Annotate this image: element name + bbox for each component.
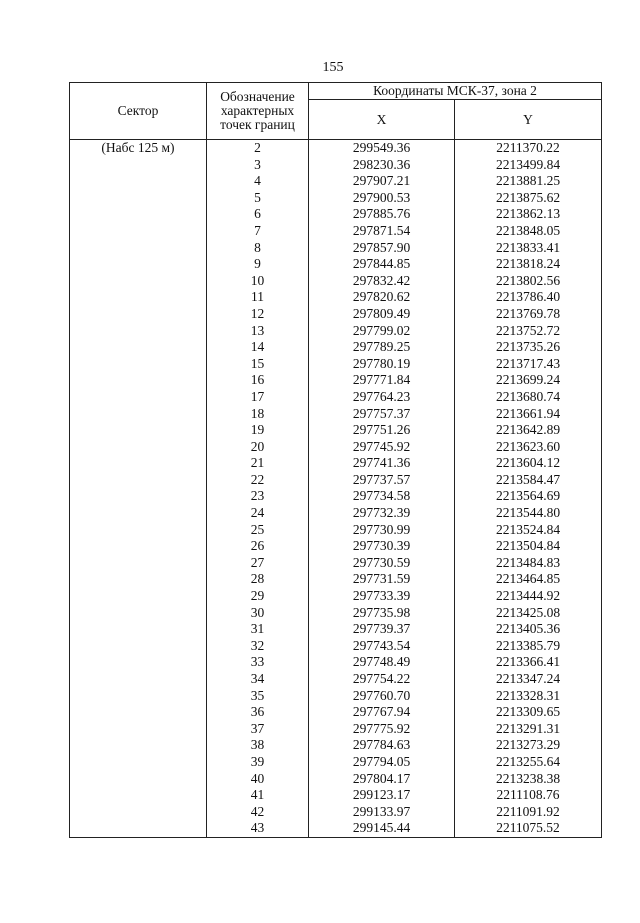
table-row — [70, 190, 602, 207]
sector-cell — [70, 688, 207, 705]
table-row — [70, 206, 602, 223]
point-number: 39 — [207, 754, 309, 771]
sector-cell — [70, 555, 207, 572]
y-coordinate: 2213484.83 — [455, 555, 602, 572]
table-row — [70, 455, 602, 472]
y-coordinate: 2213405.36 — [455, 621, 602, 638]
sector-cell — [70, 754, 207, 771]
point-number: 13 — [207, 323, 309, 340]
sector-cell — [70, 804, 207, 821]
y-coordinate: 2213661.94 — [455, 406, 602, 423]
sector-cell — [70, 571, 207, 588]
header-coordinates-group: Координаты МСК-37, зона 2 — [309, 83, 602, 100]
table-row — [70, 571, 602, 588]
y-coordinate: 2211091.92 — [455, 804, 602, 821]
point-number: 35 — [207, 688, 309, 705]
y-coordinate: 2213291.31 — [455, 721, 602, 738]
table-row — [70, 140, 602, 157]
x-coordinate: 297789.25 — [309, 339, 455, 356]
point-number: 23 — [207, 488, 309, 505]
sector-cell — [70, 356, 207, 373]
point-number: 15 — [207, 356, 309, 373]
x-coordinate: 297737.57 — [309, 472, 455, 489]
x-coordinate: 298230.36 — [309, 157, 455, 174]
sector-cell — [70, 240, 207, 257]
x-coordinate: 297871.54 — [309, 223, 455, 240]
y-coordinate: 2213786.40 — [455, 289, 602, 306]
x-coordinate: 297809.49 — [309, 306, 455, 323]
y-coordinate: 2213881.25 — [455, 173, 602, 190]
point-number: 28 — [207, 571, 309, 588]
sector-cell — [70, 190, 207, 207]
y-coordinate: 2213524.84 — [455, 522, 602, 539]
sector-cell — [70, 339, 207, 356]
y-coordinate: 2213699.24 — [455, 372, 602, 389]
sector-cell — [70, 704, 207, 721]
x-coordinate: 297748.49 — [309, 654, 455, 671]
y-coordinate: 2213680.74 — [455, 389, 602, 406]
y-coordinate: 2213444.92 — [455, 588, 602, 605]
point-number: 41 — [207, 787, 309, 804]
table-row — [70, 289, 602, 306]
point-number: 5 — [207, 190, 309, 207]
x-coordinate: 297780.19 — [309, 356, 455, 373]
point-number: 9 — [207, 256, 309, 273]
page-number: 155 — [322, 60, 344, 75]
header-point-line-1: Обозначение — [220, 89, 295, 104]
table-row — [70, 605, 602, 622]
table-row — [70, 522, 602, 539]
point-number: 18 — [207, 406, 309, 423]
x-coordinate: 297820.62 — [309, 289, 455, 306]
x-coordinate: 297741.36 — [309, 455, 455, 472]
table-row — [70, 323, 602, 340]
y-coordinate: 2213604.12 — [455, 455, 602, 472]
point-number: 14 — [207, 339, 309, 356]
x-coordinate: 297757.37 — [309, 406, 455, 423]
x-coordinate: 297730.39 — [309, 538, 455, 555]
y-coordinate: 2213564.69 — [455, 488, 602, 505]
y-coordinate: 2213623.60 — [455, 439, 602, 456]
sector-cell — [70, 223, 207, 240]
y-coordinate: 2213735.26 — [455, 339, 602, 356]
sector-cell — [70, 289, 207, 306]
table-row — [70, 588, 602, 605]
x-coordinate: 297730.59 — [309, 555, 455, 572]
x-coordinate: 297733.39 — [309, 588, 455, 605]
table-row — [70, 771, 602, 788]
point-number: 20 — [207, 439, 309, 456]
point-number: 6 — [207, 206, 309, 223]
sector-cell — [70, 522, 207, 539]
x-coordinate: 299133.97 — [309, 804, 455, 821]
point-number: 3 — [207, 157, 309, 174]
x-coordinate: 297907.21 — [309, 173, 455, 190]
point-number: 7 — [207, 223, 309, 240]
sector-cell — [70, 422, 207, 439]
x-coordinate: 297775.92 — [309, 721, 455, 738]
table-row — [70, 256, 602, 273]
sector-cell — [70, 588, 207, 605]
table-header — [70, 83, 602, 140]
x-coordinate: 297900.53 — [309, 190, 455, 207]
point-number: 33 — [207, 654, 309, 671]
table-row — [70, 406, 602, 423]
sector-cell — [70, 273, 207, 290]
y-coordinate: 2213862.13 — [455, 206, 602, 223]
x-coordinate: 299123.17 — [309, 787, 455, 804]
header-point-line-3: точек границ — [220, 117, 295, 132]
sector-cell — [70, 439, 207, 456]
sector-cell — [70, 206, 207, 223]
table-row — [70, 671, 602, 688]
table-row — [70, 472, 602, 489]
point-number: 22 — [207, 472, 309, 489]
point-number: 34 — [207, 671, 309, 688]
y-coordinate: 2213385.79 — [455, 638, 602, 655]
point-number: 4 — [207, 173, 309, 190]
table-row — [70, 339, 602, 356]
table-row — [70, 804, 602, 821]
point-number: 24 — [207, 505, 309, 522]
y-coordinate: 2213875.62 — [455, 190, 602, 207]
x-coordinate: 297784.63 — [309, 737, 455, 754]
table-row — [70, 505, 602, 522]
table-row — [70, 306, 602, 323]
table-row — [70, 372, 602, 389]
table-row — [70, 820, 602, 837]
table-row — [70, 787, 602, 804]
header-point-designation — [207, 83, 309, 140]
table-row — [70, 555, 602, 572]
x-coordinate: 297731.59 — [309, 571, 455, 588]
table-row — [70, 638, 602, 655]
y-coordinate: 2213347.24 — [455, 671, 602, 688]
sector-cell — [70, 157, 207, 174]
header-sector: Сектор — [70, 83, 207, 140]
y-coordinate: 2213717.43 — [455, 356, 602, 373]
sector-cell — [70, 605, 207, 622]
y-coordinate: 2211370.22 — [455, 140, 602, 157]
sector-cell — [70, 306, 207, 323]
x-coordinate: 297743.54 — [309, 638, 455, 655]
y-coordinate: 2213425.08 — [455, 605, 602, 622]
table-row — [70, 488, 602, 505]
table-row — [70, 688, 602, 705]
y-coordinate: 2213584.47 — [455, 472, 602, 489]
sector-cell — [70, 638, 207, 655]
point-number: 32 — [207, 638, 309, 655]
y-coordinate: 2211108.76 — [455, 787, 602, 804]
table-row — [70, 273, 602, 290]
sector-cell: (Набс 125 м) — [70, 140, 207, 157]
point-number: 16 — [207, 372, 309, 389]
table-row — [70, 704, 602, 721]
point-number: 19 — [207, 422, 309, 439]
table-row — [70, 439, 602, 456]
x-coordinate: 297751.26 — [309, 422, 455, 439]
y-coordinate: 2213504.84 — [455, 538, 602, 555]
point-number: 12 — [207, 306, 309, 323]
coordinates-table — [69, 82, 602, 838]
table-row — [70, 538, 602, 555]
table-row — [70, 389, 602, 406]
point-number: 11 — [207, 289, 309, 306]
table-row — [70, 654, 602, 671]
point-number: 42 — [207, 804, 309, 821]
sector-cell — [70, 621, 207, 638]
point-number: 2 — [207, 140, 309, 157]
x-coordinate: 297730.99 — [309, 522, 455, 539]
point-number: 8 — [207, 240, 309, 257]
y-coordinate: 2213273.29 — [455, 737, 602, 754]
x-coordinate: 297885.76 — [309, 206, 455, 223]
sector-cell — [70, 406, 207, 423]
x-coordinate: 297844.85 — [309, 256, 455, 273]
sector-cell — [70, 256, 207, 273]
sector-cell — [70, 372, 207, 389]
point-number: 26 — [207, 538, 309, 555]
sector-cell — [70, 173, 207, 190]
sector-cell — [70, 488, 207, 505]
sector-cell — [70, 787, 207, 804]
y-coordinate: 2213499.84 — [455, 157, 602, 174]
point-number: 27 — [207, 555, 309, 572]
point-number: 10 — [207, 273, 309, 290]
point-number: 21 — [207, 455, 309, 472]
sector-cell — [70, 654, 207, 671]
table-row — [70, 157, 602, 174]
sector-cell — [70, 737, 207, 754]
y-coordinate: 2213642.89 — [455, 422, 602, 439]
y-coordinate: 2213464.85 — [455, 571, 602, 588]
x-coordinate: 297745.92 — [309, 439, 455, 456]
sector-cell — [70, 472, 207, 489]
x-coordinate: 297794.05 — [309, 754, 455, 771]
table-body — [70, 140, 602, 838]
sector-cell — [70, 389, 207, 406]
point-number: 25 — [207, 522, 309, 539]
x-coordinate: 297804.17 — [309, 771, 455, 788]
x-coordinate: 297764.23 — [309, 389, 455, 406]
point-number: 30 — [207, 605, 309, 622]
x-coordinate: 297734.58 — [309, 488, 455, 505]
header-point-line-2: характерных — [220, 103, 295, 118]
table-row — [70, 737, 602, 754]
y-coordinate: 2213544.80 — [455, 505, 602, 522]
y-coordinate: 2213752.72 — [455, 323, 602, 340]
point-number: 43 — [207, 820, 309, 837]
table-row — [70, 173, 602, 190]
sector-cell — [70, 323, 207, 340]
table-row — [70, 356, 602, 373]
sector-cell — [70, 671, 207, 688]
y-coordinate: 2213848.05 — [455, 223, 602, 240]
x-coordinate: 297799.02 — [309, 323, 455, 340]
point-number: 37 — [207, 721, 309, 738]
point-number: 40 — [207, 771, 309, 788]
sector-cell — [70, 505, 207, 522]
y-coordinate: 2211075.52 — [455, 820, 602, 837]
x-coordinate: 299549.36 — [309, 140, 455, 157]
table-row — [70, 721, 602, 738]
y-coordinate: 2213769.78 — [455, 306, 602, 323]
y-coordinate: 2213366.41 — [455, 654, 602, 671]
point-number: 38 — [207, 737, 309, 754]
sector-cell — [70, 538, 207, 555]
point-number: 36 — [207, 704, 309, 721]
point-number: 31 — [207, 621, 309, 638]
x-coordinate: 297857.90 — [309, 240, 455, 257]
table-row — [70, 240, 602, 257]
x-coordinate: 297735.98 — [309, 605, 455, 622]
table-row — [70, 754, 602, 771]
y-coordinate: 2213238.38 — [455, 771, 602, 788]
x-coordinate: 299145.44 — [309, 820, 455, 837]
x-coordinate: 297732.39 — [309, 505, 455, 522]
y-coordinate: 2213328.31 — [455, 688, 602, 705]
y-coordinate: 2213833.41 — [455, 240, 602, 257]
y-coordinate: 2213802.56 — [455, 273, 602, 290]
header-y: Y — [455, 100, 602, 140]
x-coordinate: 297739.37 — [309, 621, 455, 638]
table-row — [70, 422, 602, 439]
sector-cell — [70, 455, 207, 472]
x-coordinate: 297754.22 — [309, 671, 455, 688]
y-coordinate: 2213818.24 — [455, 256, 602, 273]
sector-cell — [70, 721, 207, 738]
table-row — [70, 621, 602, 638]
x-coordinate: 297767.94 — [309, 704, 455, 721]
sector-cell — [70, 820, 207, 837]
table-row — [70, 223, 602, 240]
point-number: 17 — [207, 389, 309, 406]
sector-cell — [70, 771, 207, 788]
y-coordinate: 2213255.64 — [455, 754, 602, 771]
y-coordinate: 2213309.65 — [455, 704, 602, 721]
header-x: X — [309, 100, 455, 140]
x-coordinate: 297832.42 — [309, 273, 455, 290]
x-coordinate: 297760.70 — [309, 688, 455, 705]
point-number: 29 — [207, 588, 309, 605]
x-coordinate: 297771.84 — [309, 372, 455, 389]
